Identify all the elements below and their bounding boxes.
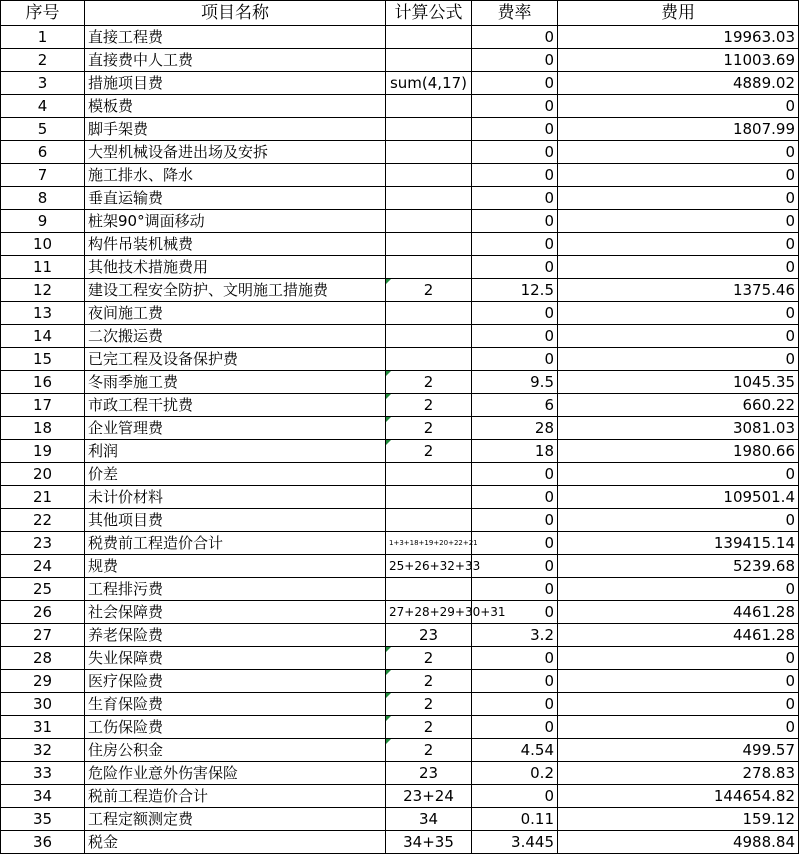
cell-seq[interactable]: 9	[1, 210, 85, 233]
cell-seq[interactable]: 12	[1, 279, 85, 302]
cell-formula[interactable]	[386, 26, 472, 49]
cell-seq[interactable]: 3	[1, 72, 85, 95]
table-row	[1, 141, 799, 164]
cell-name[interactable]: 已完工程及设备保护费	[85, 348, 386, 371]
cell-name[interactable]: 社会保障费	[85, 601, 386, 624]
cell-fee[interactable]: 5239.68	[558, 555, 799, 578]
cell-seq[interactable]: 22	[1, 509, 85, 532]
cell-name[interactable]: 住房公积金	[85, 739, 386, 762]
cell-fee[interactable]: 0	[558, 578, 799, 601]
cell-rate[interactable]: 18	[472, 440, 558, 463]
cell-seq[interactable]: 20	[1, 463, 85, 486]
cell-fee[interactable]: 0	[558, 95, 799, 118]
table-row	[1, 509, 799, 532]
cell-fee[interactable]: 144654.82	[558, 785, 799, 808]
cell-name[interactable]: 规费	[85, 555, 386, 578]
cell-fee[interactable]: 4461.28	[558, 624, 799, 647]
cell-rate[interactable]: 0	[472, 72, 558, 95]
cell-rate[interactable]: 0	[472, 647, 558, 670]
cell-name[interactable]: 市政工程干扰费	[85, 394, 386, 417]
cell-fee[interactable]: 0	[558, 716, 799, 739]
cell-fee[interactable]: 0	[558, 141, 799, 164]
cell-name[interactable]: 利润	[85, 440, 386, 463]
cell-formula[interactable]	[386, 233, 472, 256]
cell-name[interactable]: 养老保险费	[85, 624, 386, 647]
cell-formula[interactable]: 2	[386, 394, 472, 417]
cell-rate[interactable]: 3.2	[472, 624, 558, 647]
cell-rate[interactable]: 4.54	[472, 739, 558, 762]
cell-seq[interactable]: 7	[1, 164, 85, 187]
table-row	[1, 739, 799, 762]
cell-rate[interactable]: 0.2	[472, 762, 558, 785]
table-body	[1, 26, 799, 854]
cell-name[interactable]: 生育保险费	[85, 693, 386, 716]
cell-seq[interactable]: 36	[1, 831, 85, 854]
cell-fee[interactable]: 0	[558, 187, 799, 210]
cell-rate[interactable]: 0	[472, 486, 558, 509]
cell-seq[interactable]: 33	[1, 762, 85, 785]
table-row	[1, 325, 799, 348]
cell-formula[interactable]	[386, 463, 472, 486]
cell-name[interactable]: 价差	[85, 463, 386, 486]
cell-rate[interactable]: 0	[472, 555, 558, 578]
cell-seq[interactable]: 2	[1, 49, 85, 72]
table-row	[1, 233, 799, 256]
cell-rate[interactable]: 0.11	[472, 808, 558, 831]
cell-fee[interactable]: 0	[558, 302, 799, 325]
cell-rate[interactable]: 6	[472, 394, 558, 417]
header-seq[interactable]: 序号	[1, 1, 85, 26]
cell-rate[interactable]: 28	[472, 417, 558, 440]
table-row	[1, 417, 799, 440]
cell-name[interactable]: 工程定额测定费	[85, 808, 386, 831]
cell-name[interactable]: 未计价材料	[85, 486, 386, 509]
table-row	[1, 187, 799, 210]
cell-fee[interactable]: 0	[558, 693, 799, 716]
cell-formula[interactable]: 2	[386, 716, 472, 739]
cell-rate[interactable]: 3.445	[472, 831, 558, 854]
cell-name[interactable]: 工伤保险费	[85, 716, 386, 739]
header-row	[1, 1, 799, 26]
cell-fee[interactable]: 1045.35	[558, 371, 799, 394]
cell-fee[interactable]: 4988.84	[558, 831, 799, 854]
table-row	[1, 578, 799, 601]
cell-fee[interactable]: 4889.02	[558, 72, 799, 95]
table-row	[1, 716, 799, 739]
table-row	[1, 49, 799, 72]
cell-formula[interactable]: 1+3+18+19+20+22+21	[386, 532, 472, 555]
header-formula[interactable]: 计算公式	[386, 1, 472, 26]
cell-seq[interactable]: 28	[1, 647, 85, 670]
cell-rate[interactable]: 9.5	[472, 371, 558, 394]
cell-seq[interactable]: 13	[1, 302, 85, 325]
table-row	[1, 486, 799, 509]
cell-seq[interactable]: 34	[1, 785, 85, 808]
table-row	[1, 693, 799, 716]
cell-rate[interactable]: 0	[472, 256, 558, 279]
table-row	[1, 532, 799, 555]
cell-fee[interactable]: 139415.14	[558, 532, 799, 555]
cell-formula[interactable]	[386, 95, 472, 118]
table-row	[1, 210, 799, 233]
cell-rate[interactable]: 0	[472, 693, 558, 716]
cell-fee[interactable]: 0	[558, 647, 799, 670]
cell-seq[interactable]: 32	[1, 739, 85, 762]
cell-rate[interactable]: 0	[472, 348, 558, 371]
cell-fee[interactable]: 278.83	[558, 762, 799, 785]
cell-seq[interactable]: 25	[1, 578, 85, 601]
cell-name[interactable]: 直接费中人工费	[85, 49, 386, 72]
cell-formula[interactable]	[386, 578, 472, 601]
cell-rate[interactable]: 0	[472, 141, 558, 164]
cell-rate[interactable]: 0	[472, 463, 558, 486]
cell-name[interactable]: 工程排污费	[85, 578, 386, 601]
cell-formula[interactable]	[386, 187, 472, 210]
cell-seq[interactable]: 30	[1, 693, 85, 716]
cell-rate[interactable]: 0	[472, 302, 558, 325]
cell-rate[interactable]: 0	[472, 325, 558, 348]
cell-fee[interactable]: 109501.4	[558, 486, 799, 509]
cell-formula[interactable]: 2	[386, 371, 472, 394]
cell-rate[interactable]: 0	[472, 716, 558, 739]
cell-rate[interactable]: 0	[472, 233, 558, 256]
cell-seq[interactable]: 16	[1, 371, 85, 394]
cell-seq[interactable]: 11	[1, 256, 85, 279]
cell-name[interactable]: 建设工程安全防护、文明施工措施费	[85, 279, 386, 302]
cell-formula[interactable]	[386, 509, 472, 532]
cell-formula[interactable]: 34+35	[386, 831, 472, 854]
cell-name[interactable]: 失业保障费	[85, 647, 386, 670]
cell-formula[interactable]: 2	[386, 440, 472, 463]
cell-seq[interactable]: 19	[1, 440, 85, 463]
cell-seq[interactable]: 10	[1, 233, 85, 256]
cell-fee[interactable]: 11003.69	[558, 49, 799, 72]
cell-rate[interactable]: 0	[472, 95, 558, 118]
header-name[interactable]: 项目名称	[85, 1, 386, 26]
header-fee[interactable]: 费用	[558, 1, 799, 26]
header-rate[interactable]: 费率	[472, 1, 558, 26]
cell-fee[interactable]: 159.12	[558, 808, 799, 831]
cell-seq[interactable]: 24	[1, 555, 85, 578]
cell-rate[interactable]: 0	[472, 578, 558, 601]
cell-seq[interactable]: 1	[1, 26, 85, 49]
cell-seq[interactable]: 27	[1, 624, 85, 647]
cell-rate[interactable]: 0	[472, 49, 558, 72]
table-row	[1, 440, 799, 463]
cell-formula[interactable]	[386, 118, 472, 141]
cell-name[interactable]: 夜间施工费	[85, 302, 386, 325]
cell-formula[interactable]: 27+28+29+30+31	[386, 601, 472, 624]
cell-seq[interactable]: 29	[1, 670, 85, 693]
cell-rate[interactable]: 0	[472, 601, 558, 624]
cell-fee[interactable]: 0	[558, 210, 799, 233]
cell-formula[interactable]	[386, 302, 472, 325]
cell-seq[interactable]: 5	[1, 118, 85, 141]
cell-name[interactable]: 其他技术措施费用	[85, 256, 386, 279]
cell-name[interactable]: 医疗保险费	[85, 670, 386, 693]
cell-name[interactable]: 构件吊装机械费	[85, 233, 386, 256]
cell-rate[interactable]: 0	[472, 164, 558, 187]
cell-fee[interactable]: 1980.66	[558, 440, 799, 463]
table-row	[1, 279, 799, 302]
cell-name[interactable]: 危险作业意外伤害保险	[85, 762, 386, 785]
cell-seq[interactable]: 31	[1, 716, 85, 739]
table-row	[1, 26, 799, 49]
cell-formula[interactable]: 2	[386, 279, 472, 302]
table-row	[1, 762, 799, 785]
cell-name[interactable]: 大型机械设备进出场及安拆	[85, 141, 386, 164]
cell-formula[interactable]	[386, 325, 472, 348]
cell-seq[interactable]: 8	[1, 187, 85, 210]
cell-seq[interactable]: 6	[1, 141, 85, 164]
cell-formula[interactable]: 23	[386, 624, 472, 647]
cell-formula[interactable]: 2	[386, 647, 472, 670]
cell-seq[interactable]: 4	[1, 95, 85, 118]
cell-seq[interactable]: 14	[1, 325, 85, 348]
cell-fee[interactable]: 0	[558, 164, 799, 187]
cell-rate[interactable]: 0	[472, 785, 558, 808]
table-row	[1, 95, 799, 118]
cell-rate[interactable]: 0	[472, 210, 558, 233]
cell-name[interactable]: 桩架90°调面移动	[85, 210, 386, 233]
cell-name[interactable]: 其他项目费	[85, 509, 386, 532]
cell-name[interactable]: 施工排水、降水	[85, 164, 386, 187]
cell-formula[interactable]	[386, 49, 472, 72]
cell-formula[interactable]	[386, 164, 472, 187]
cell-formula[interactable]: 2	[386, 693, 472, 716]
cell-fee[interactable]: 0	[558, 325, 799, 348]
cell-seq[interactable]: 35	[1, 808, 85, 831]
cell-fee[interactable]: 1375.46	[558, 279, 799, 302]
table-row	[1, 72, 799, 95]
cell-fee[interactable]: 3081.03	[558, 417, 799, 440]
cell-fee[interactable]: 0	[558, 509, 799, 532]
cell-name[interactable]: 二次搬运费	[85, 325, 386, 348]
cell-name[interactable]: 直接工程费	[85, 26, 386, 49]
cell-formula[interactable]: 34	[386, 808, 472, 831]
cell-formula[interactable]	[386, 256, 472, 279]
cell-seq[interactable]: 21	[1, 486, 85, 509]
cell-rate[interactable]: 0	[472, 187, 558, 210]
table-row	[1, 831, 799, 854]
cell-formula[interactable]: 23+24	[386, 785, 472, 808]
table-row	[1, 256, 799, 279]
table-row	[1, 808, 799, 831]
cell-name[interactable]: 措施项目费	[85, 72, 386, 95]
cell-formula[interactable]	[386, 348, 472, 371]
cell-fee[interactable]: 0	[558, 348, 799, 371]
table-row	[1, 302, 799, 325]
table-row	[1, 348, 799, 371]
cell-rate[interactable]: 0	[472, 509, 558, 532]
cell-name[interactable]: 模板费	[85, 95, 386, 118]
table-row	[1, 555, 799, 578]
table-row	[1, 601, 799, 624]
cell-name[interactable]: 企业管理费	[85, 417, 386, 440]
cell-name[interactable]: 税前工程造价合计	[85, 785, 386, 808]
cell-fee[interactable]: 1807.99	[558, 118, 799, 141]
cell-rate[interactable]: 0	[472, 532, 558, 555]
cell-seq[interactable]: 23	[1, 532, 85, 555]
cell-name[interactable]: 脚手架费	[85, 118, 386, 141]
table-row	[1, 371, 799, 394]
table-row	[1, 463, 799, 486]
cell-formula[interactable]	[386, 141, 472, 164]
cell-seq[interactable]: 26	[1, 601, 85, 624]
cell-formula[interactable]: 2	[386, 739, 472, 762]
cell-fee[interactable]: 499.57	[558, 739, 799, 762]
cell-formula[interactable]	[386, 210, 472, 233]
table-row	[1, 647, 799, 670]
cell-seq[interactable]: 15	[1, 348, 85, 371]
cell-rate[interactable]: 0	[472, 118, 558, 141]
cell-fee[interactable]: 0	[558, 233, 799, 256]
table-row	[1, 394, 799, 417]
cell-seq[interactable]: 17	[1, 394, 85, 417]
cell-formula[interactable]: 23	[386, 762, 472, 785]
cell-name[interactable]: 税费前工程造价合计	[85, 532, 386, 555]
cell-fee[interactable]: 4461.28	[558, 601, 799, 624]
table-row	[1, 785, 799, 808]
cell-fee[interactable]: 0	[558, 670, 799, 693]
cell-fee[interactable]: 0	[558, 463, 799, 486]
table-row	[1, 164, 799, 187]
table-row	[1, 624, 799, 647]
cell-rate[interactable]: 0	[472, 26, 558, 49]
cell-name[interactable]: 税金	[85, 831, 386, 854]
table-row	[1, 670, 799, 693]
table-row	[1, 118, 799, 141]
cell-name[interactable]: 冬雨季施工费	[85, 371, 386, 394]
cell-seq[interactable]: 18	[1, 417, 85, 440]
cell-fee[interactable]: 660.22	[558, 394, 799, 417]
cell-formula[interactable]: 2	[386, 417, 472, 440]
cell-formula[interactable]: 2	[386, 670, 472, 693]
cell-rate[interactable]: 0	[472, 670, 558, 693]
cell-formula[interactable]: 25+26+32+33	[386, 555, 472, 578]
cell-fee[interactable]: 19963.03	[558, 26, 799, 49]
cell-name[interactable]: 垂直运输费	[85, 187, 386, 210]
cell-rate[interactable]: 12.5	[472, 279, 558, 302]
cell-fee[interactable]: 0	[558, 256, 799, 279]
cell-formula[interactable]: sum(4,17)	[386, 72, 472, 95]
cell-formula[interactable]	[386, 486, 472, 509]
